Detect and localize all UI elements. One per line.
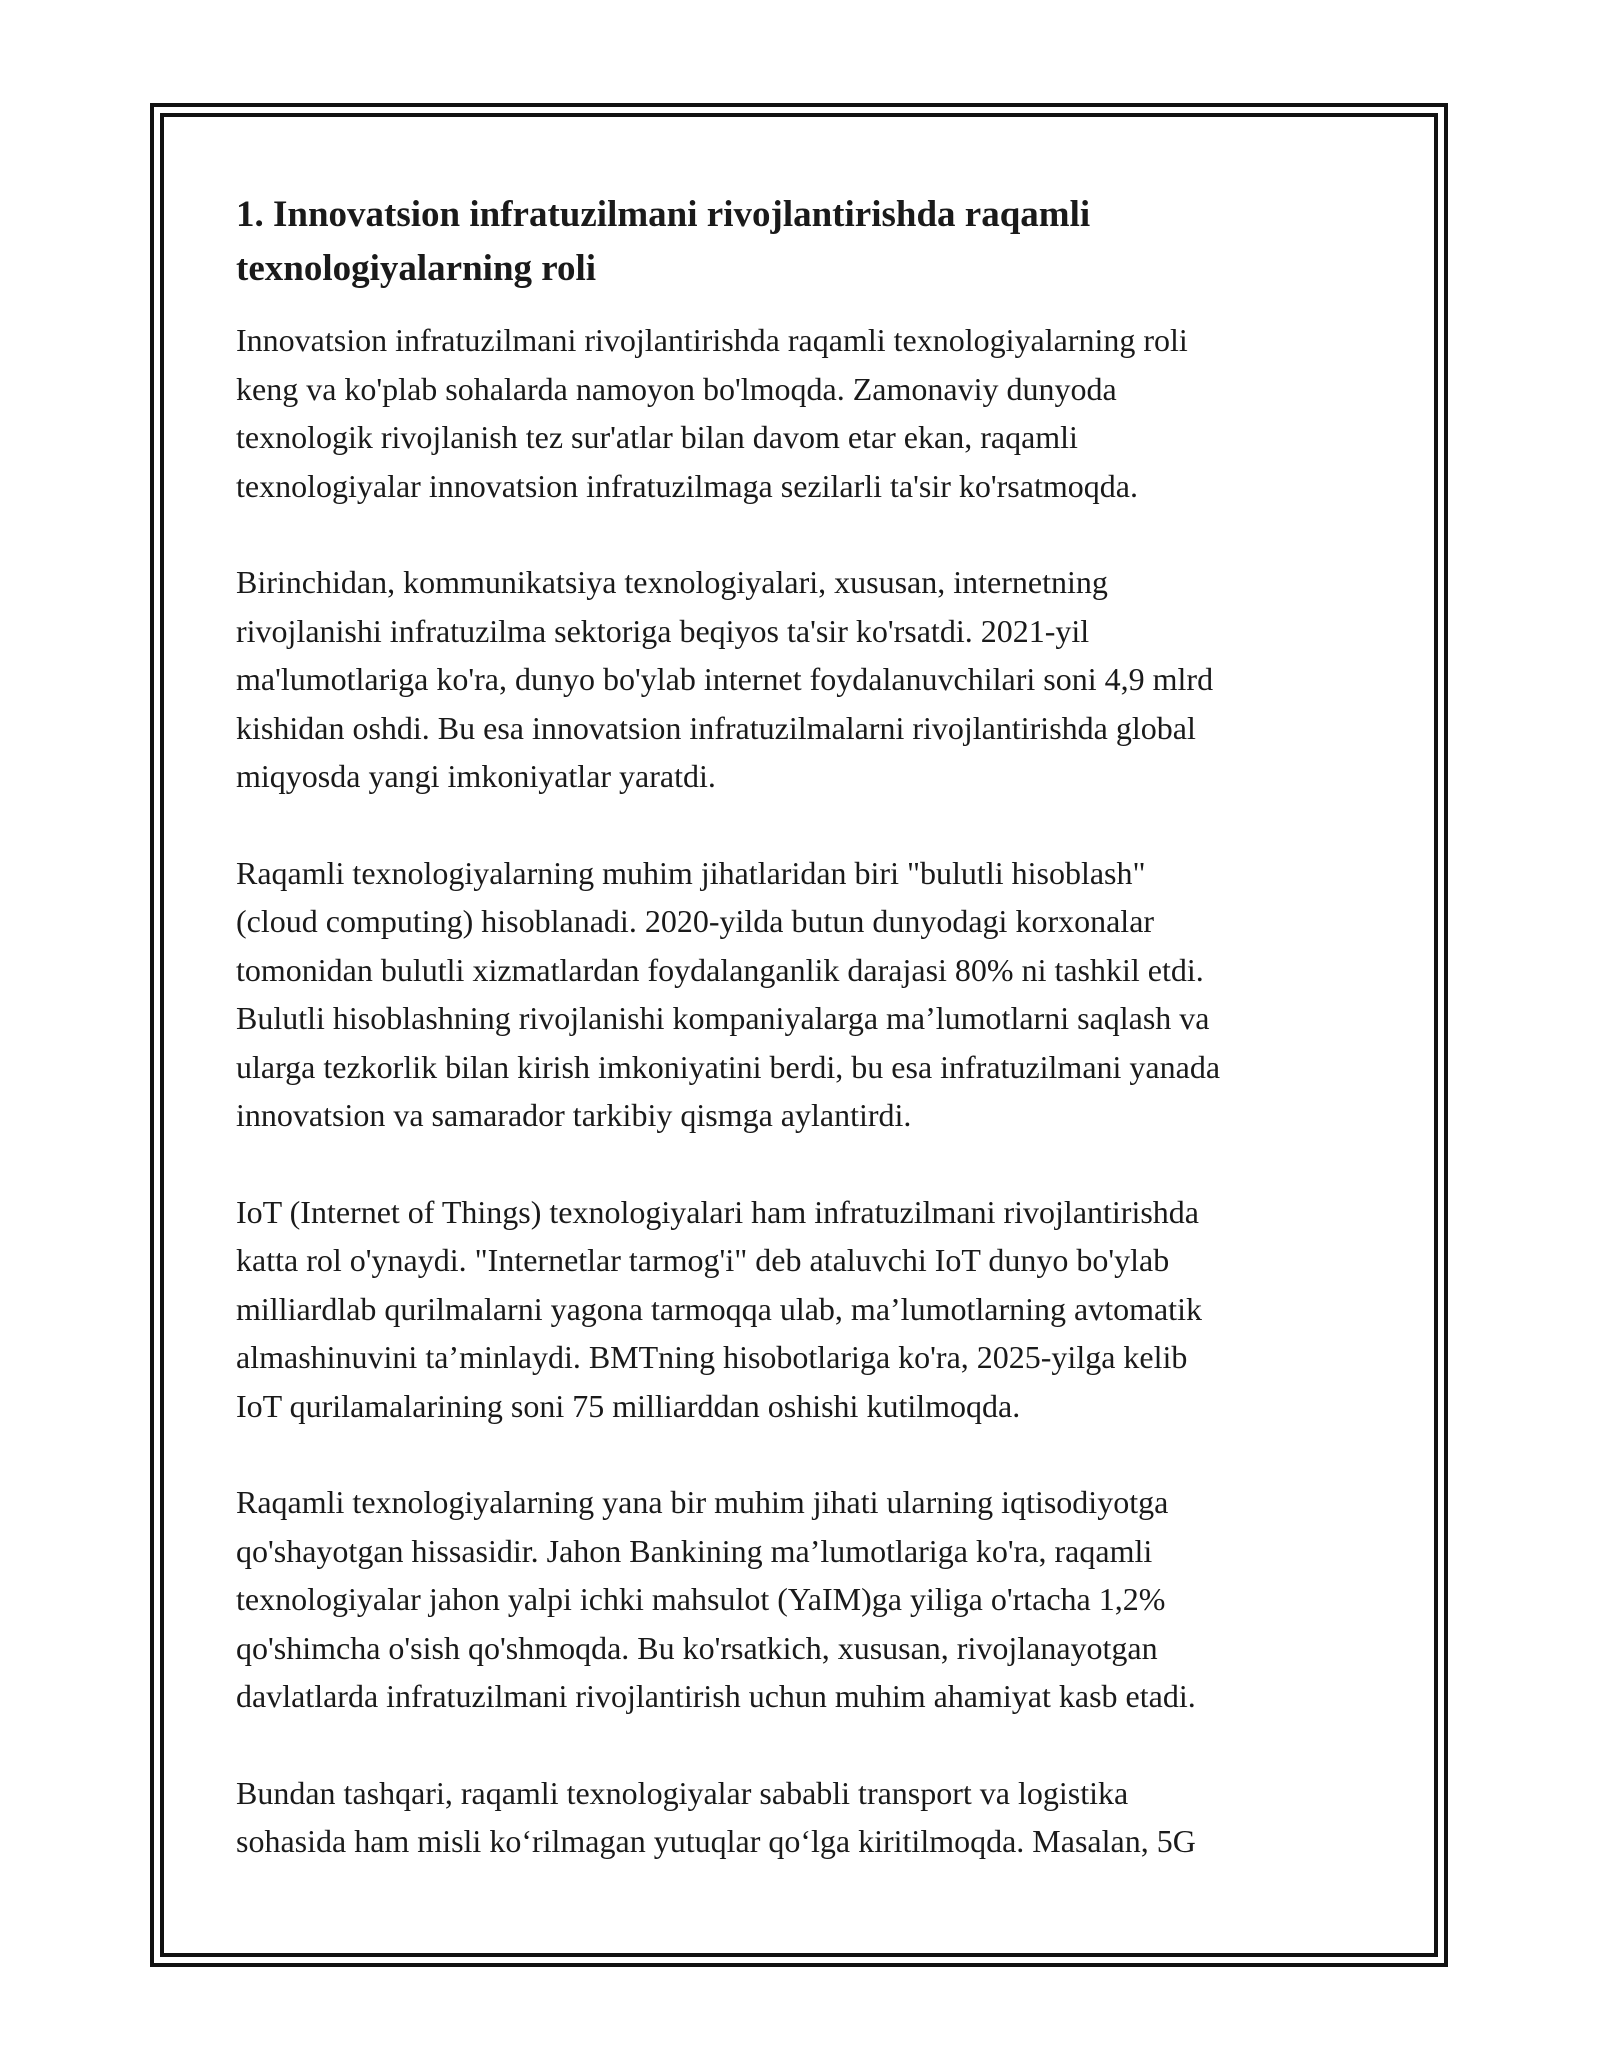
text-line: ma'lumotlariga ko'ra, dunyo bo'ylab internet foydalanuvchilari soni 4,9 mlrd [236,661,1214,697]
text-line: davlatlarda infratuzilmani rivojlantirish uchun muhim ahamiyat kasb etadi. [236,1678,1196,1714]
heading-line: texnologiyalarning roli [236,248,597,289]
text-line: IoT (Internet of Things) texnologiyalari ham infratuzilmani rivojlantirishda [236,1193,1199,1230]
text-line: innovatsion va samarador tarkibiy qismga aylantirdi. [236,1097,912,1133]
section-heading [236,188,1376,296]
text-line: (cloud computing) hisoblanadi. 2020-yilda butun dunyodagi korxonalar [236,903,1155,939]
text-line: rivojlanishi infratuzilma sektoriga beqiyos ta'sir ko'rsatdi. 2021-yil [236,612,1090,649]
text-line: milliardlab qurilmalarni yagona tarmoqqa ulab, ma’lumotlarning avtomatik [236,1290,1202,1327]
text-line: keng va ko'plab sohalarda namoyon bo'lmoqda. Zamonaviy dunyoda [236,370,1117,407]
text-line: sohasida ham misli ko‘rilmagan yutuqlar qo‘lga kiritilmoqda. Masalan, 5G [236,1823,1196,1859]
text-line: miqyosda yangi imkoniyatlar yaratdi. [236,758,716,794]
text-line: Bundan tashqari, raqamli texnologiyalar sababli transport va logistika [236,1774,1129,1811]
document-body [236,188,1376,1914]
text-line: Bulutli hisoblashning rivojlanishi kompaniyalarga ma’lumotlarni saqlash va [236,1000,1210,1036]
text-line: kishidan oshdi. Bu esa innovatsion infratuzilmalarni rivojlantirishda global [236,709,1196,746]
text-line: texnologik rivojlanish tez sur'atlar bilan davom etar ekan, raqamli [236,419,1078,455]
text-line: ularga tezkorlik bilan kirish imkoniyatini berdi, bu esa infratuzilmani yanada [236,1048,1221,1085]
text-line: texnologiyalar innovatsion infratuzilmaga sezilarli ta'sir ko'rsatmoqda. [236,467,1138,504]
text-line: Innovatsion infratuzilmani rivojlantirishda raqamli texnologiyalarning roli [236,322,1188,358]
text-line: qo'shimcha o'sish qo'shmoqda. Bu ko'rsatkich, xususan, rivojlanayotgan [236,1629,1158,1666]
text-line: almashinuvini ta’minlaydi. BMTning hisobotlariga ko'ra, 2025-yilga kelib [236,1339,1188,1375]
paragraph-cloud-computing [236,849,1376,1140]
text-line: Raqamli texnologiyalarning muhim jihatlaridan biri "bulutli hisoblash" [236,854,1146,891]
text-line: IoT qurilamalarining soni 75 milliarddan oshishi kutilmoqda. [236,1387,1021,1424]
paragraph-economy [236,1478,1376,1721]
text-line: qo'shayotgan hissasidir. Jahon Bankining ma’lumotlariga ko'ra, raqamli [236,1532,1153,1569]
heading-line: 1. Innovatsion infratuzilmani rivojlantirishda raqamli [236,194,1091,235]
text-line: texnologiyalar jahon yalpi ichki mahsulot (YaIM)ga yiliga o'rtacha 1,2% [236,1581,1166,1617]
paragraph-communications [236,558,1376,801]
text-line: Birinchidan, kommunikatsiya texnologiyalari, xususan, internetning [236,564,1108,600]
paragraph-intro [236,316,1376,510]
paragraph-iot [236,1188,1376,1431]
paragraph-transport [236,1769,1376,1866]
text-line: Raqamli texnologiyalarning yana bir muhim jihati ularning iqtisodiyotga [236,1484,1169,1520]
text-line: katta rol o'ynaydi. "Internetlar tarmog'i" deb ataluvchi IoT dunyo bo'ylab [236,1242,1170,1278]
text-line: tomonidan bulutli xizmatlardan foydalanganlik darajasi 80% ni tashkil etdi. [236,951,1204,988]
